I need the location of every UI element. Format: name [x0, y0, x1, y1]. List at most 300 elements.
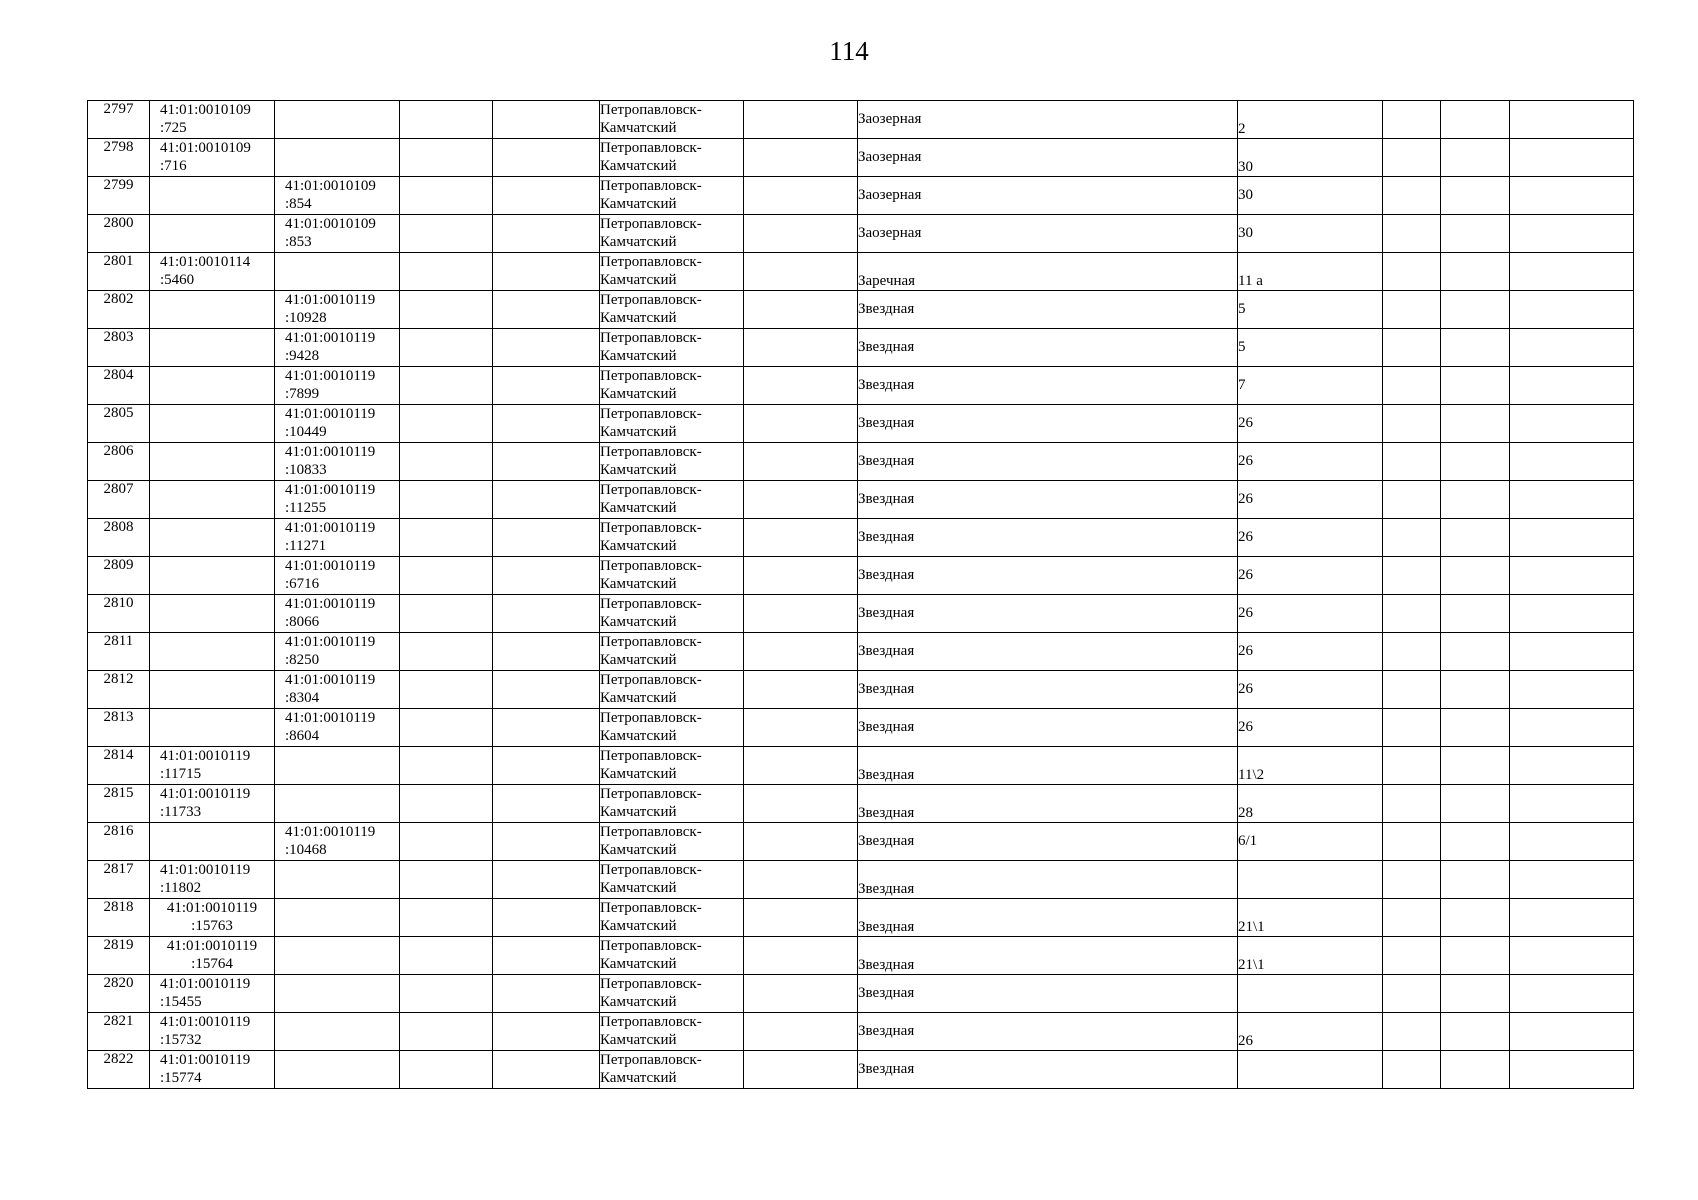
house-number: 7: [1238, 377, 1246, 393]
empty-cell: [493, 1013, 600, 1051]
row-number: 2803: [103, 329, 134, 345]
cadastral-number-cell: [150, 671, 275, 709]
empty-cell: [1383, 101, 1441, 139]
empty-cell: [744, 899, 858, 937]
city-name: Петропавловск-: [600, 862, 702, 878]
building-cadastral-number: :11271: [285, 538, 327, 554]
building-cadastral-number: :8250: [285, 652, 320, 668]
table-row: [88, 861, 1634, 899]
empty-cell: [1383, 329, 1441, 367]
city-cell: [600, 1051, 744, 1089]
house-number-cell: [1238, 177, 1383, 215]
empty-cell: [1383, 481, 1441, 519]
empty-cell: [1441, 443, 1510, 481]
row-number-cell: [88, 823, 150, 861]
city-name: Петропавловск-: [600, 330, 702, 346]
cadastral-number: 41:01:0010119: [160, 748, 251, 764]
city-name: Петропавловск-: [600, 444, 702, 460]
empty-cell: [744, 215, 858, 253]
street-cell: [858, 139, 1238, 177]
empty-cell: [744, 1013, 858, 1051]
row-number: 2813: [103, 709, 134, 725]
house-number: 11 а: [1238, 273, 1263, 289]
empty-cell: [493, 595, 600, 633]
street-name: Звездная: [858, 453, 915, 469]
empty-cell: [400, 975, 493, 1013]
row-number: 2820: [103, 975, 134, 991]
empty-cell: [1383, 899, 1441, 937]
empty-cell: [1510, 975, 1634, 1013]
city-cell: [600, 747, 744, 785]
city-cell: [600, 367, 744, 405]
building-cadastral-number: 41:01:0010119: [285, 330, 376, 346]
empty-cell: [493, 139, 600, 177]
city-name: Петропавловск-: [600, 710, 702, 726]
city-cell: [600, 101, 744, 139]
empty-cell: [744, 595, 858, 633]
table-row: [88, 671, 1634, 709]
building-cadastral-number-cell: [275, 139, 400, 177]
table-row: [88, 633, 1634, 671]
city-cell: [600, 1013, 744, 1051]
empty-cell: [1510, 253, 1634, 291]
row-number: 2815: [103, 785, 134, 801]
empty-cell: [493, 747, 600, 785]
street-cell: [858, 1013, 1238, 1051]
empty-cell: [1441, 291, 1510, 329]
empty-cell: [744, 405, 858, 443]
row-number: 2816: [103, 823, 134, 839]
city-cell: [600, 405, 744, 443]
street-name: Звездная: [858, 833, 915, 849]
row-number: 2822: [103, 1051, 134, 1067]
table-row: [88, 899, 1634, 937]
empty-cell: [1383, 215, 1441, 253]
building-cadastral-number-cell: [275, 747, 400, 785]
empty-cell: [1441, 481, 1510, 519]
house-number: 5: [1238, 301, 1246, 317]
building-cadastral-number-cell: [275, 899, 400, 937]
building-cadastral-number-cell: [275, 709, 400, 747]
empty-cell: [744, 633, 858, 671]
cadastral-number-cell: [150, 443, 275, 481]
empty-cell: [493, 177, 600, 215]
empty-cell: [1510, 861, 1634, 899]
empty-cell: [400, 101, 493, 139]
empty-cell: [1510, 291, 1634, 329]
street-name: Звездная: [858, 567, 915, 583]
building-cadastral-number: :6716: [285, 576, 320, 592]
house-number-cell: [1238, 1051, 1383, 1089]
building-cadastral-number-cell: [275, 937, 400, 975]
building-cadastral-number: :11255: [285, 500, 327, 516]
city-name: Петропавловск-: [600, 900, 702, 916]
city-cell: [600, 633, 744, 671]
row-number-cell: [88, 481, 150, 519]
house-number-cell: [1238, 557, 1383, 595]
empty-cell: [1383, 823, 1441, 861]
building-cadastral-number: :10468: [285, 842, 327, 858]
empty-cell: [744, 177, 858, 215]
row-number: 2801: [103, 253, 134, 269]
empty-cell: [493, 101, 600, 139]
empty-cell: [1510, 633, 1634, 671]
building-cadastral-number: :854: [285, 196, 312, 212]
street-cell: [858, 709, 1238, 747]
empty-cell: [1510, 671, 1634, 709]
empty-cell: [493, 823, 600, 861]
empty-cell: [744, 557, 858, 595]
house-number: [1238, 975, 1382, 985]
empty-cell: [744, 1051, 858, 1089]
city-name: Камчатский: [600, 956, 677, 972]
city-cell: [600, 519, 744, 557]
house-number: 26: [1238, 605, 1253, 621]
street-cell: [858, 975, 1238, 1013]
table-row: [88, 785, 1634, 823]
cadastral-number: :5460: [160, 272, 195, 288]
row-number: 2819: [103, 937, 134, 953]
empty-cell: [1510, 937, 1634, 975]
street-cell: [858, 861, 1238, 899]
house-number: 26: [1238, 643, 1253, 659]
street-name: Заозерная: [858, 225, 922, 241]
building-cadastral-number-cell: [275, 101, 400, 139]
city-name: Камчатский: [600, 500, 677, 516]
street-cell: [858, 291, 1238, 329]
street-cell: [858, 367, 1238, 405]
empty-cell: [744, 443, 858, 481]
city-cell: [600, 291, 744, 329]
city-name: Камчатский: [600, 918, 677, 934]
house-number: 21\1: [1238, 919, 1265, 935]
empty-cell: [1383, 671, 1441, 709]
cadastral-number: 41:01:0010119: [160, 1052, 251, 1068]
empty-cell: [1383, 1013, 1441, 1051]
row-number-cell: [88, 253, 150, 291]
house-number: 11\2: [1238, 767, 1265, 783]
empty-cell: [493, 975, 600, 1013]
city-name: Петропавловск-: [600, 406, 702, 422]
empty-cell: [400, 747, 493, 785]
house-number: 26: [1238, 681, 1253, 697]
city-name: Камчатский: [600, 1032, 677, 1048]
empty-cell: [744, 253, 858, 291]
empty-cell: [1441, 557, 1510, 595]
building-cadastral-number-cell: [275, 975, 400, 1013]
house-number-cell: [1238, 101, 1383, 139]
empty-cell: [1441, 215, 1510, 253]
empty-cell: [1383, 253, 1441, 291]
empty-cell: [400, 709, 493, 747]
city-cell: [600, 785, 744, 823]
street-name: Звездная: [858, 377, 915, 393]
empty-cell: [1383, 937, 1441, 975]
cadastral-number-cell: [150, 899, 275, 937]
empty-cell: [1383, 633, 1441, 671]
building-cadastral-number: :8604: [285, 728, 320, 744]
table-row: [88, 709, 1634, 747]
empty-cell: [1383, 557, 1441, 595]
house-number-cell: [1238, 975, 1383, 1013]
street-cell: [858, 823, 1238, 861]
building-cadastral-number: :9428: [285, 348, 320, 364]
house-number: [1238, 1051, 1382, 1061]
empty-cell: [1510, 329, 1634, 367]
row-number-cell: [88, 405, 150, 443]
empty-cell: [1510, 747, 1634, 785]
city-name: Камчатский: [600, 538, 677, 554]
building-cadastral-number: 41:01:0010119: [285, 558, 376, 574]
cadastral-number-cell: [150, 709, 275, 747]
row-number: 2811: [103, 633, 134, 649]
empty-cell: [493, 443, 600, 481]
city-name: Камчатский: [600, 652, 677, 668]
row-number-cell: [88, 291, 150, 329]
street-name: Звездная: [858, 881, 915, 897]
cadastral-number-cell: [150, 405, 275, 443]
building-cadastral-number-cell: [275, 633, 400, 671]
house-number: 30: [1238, 159, 1253, 175]
empty-cell: [400, 861, 493, 899]
building-cadastral-number: :7899: [285, 386, 320, 402]
city-name: Петропавловск-: [600, 178, 702, 194]
cadastral-number: :15764: [191, 956, 233, 972]
empty-cell: [400, 899, 493, 937]
house-number: 26: [1238, 1033, 1253, 1049]
row-number-cell: [88, 861, 150, 899]
city-cell: [600, 177, 744, 215]
city-name: Камчатский: [600, 348, 677, 364]
cadastral-number: :725: [160, 120, 187, 136]
house-number: 2: [1238, 121, 1246, 137]
street-name: Звездная: [858, 529, 915, 545]
empty-cell: [1510, 595, 1634, 633]
house-number-cell: [1238, 291, 1383, 329]
empty-cell: [1383, 1051, 1441, 1089]
empty-cell: [1383, 519, 1441, 557]
empty-cell: [1383, 747, 1441, 785]
street-cell: [858, 747, 1238, 785]
building-cadastral-number: :853: [285, 234, 312, 250]
cadastral-number: :11715: [160, 766, 202, 782]
street-name: Звездная: [858, 1023, 915, 1039]
city-cell: [600, 329, 744, 367]
building-cadastral-number-cell: [275, 557, 400, 595]
row-number-cell: [88, 1051, 150, 1089]
house-number-cell: [1238, 481, 1383, 519]
empty-cell: [400, 595, 493, 633]
empty-cell: [493, 671, 600, 709]
building-cadastral-number-cell: [275, 481, 400, 519]
empty-cell: [1383, 861, 1441, 899]
city-name: Камчатский: [600, 728, 677, 744]
building-cadastral-number: 41:01:0010119: [285, 824, 376, 840]
city-name: Петропавловск-: [600, 140, 702, 156]
cadastral-number: 41:01:0010119: [166, 938, 258, 954]
building-cadastral-number: 41:01:0010119: [285, 444, 376, 460]
street-cell: [858, 595, 1238, 633]
empty-cell: [744, 747, 858, 785]
row-number: 2812: [103, 671, 134, 687]
cadastral-number: :11733: [160, 804, 202, 820]
house-number-cell: [1238, 709, 1383, 747]
row-number: 2800: [103, 215, 134, 231]
empty-cell: [493, 899, 600, 937]
building-cadastral-number-cell: [275, 595, 400, 633]
empty-cell: [1383, 443, 1441, 481]
house-number-cell: [1238, 861, 1383, 899]
building-cadastral-number: :10833: [285, 462, 327, 478]
empty-cell: [1441, 595, 1510, 633]
empty-cell: [1510, 367, 1634, 405]
house-number: 30: [1238, 187, 1253, 203]
empty-cell: [493, 329, 600, 367]
cadastral-number: 41:01:0010119: [160, 786, 251, 802]
table-row: [88, 519, 1634, 557]
city-cell: [600, 215, 744, 253]
street-name: Звездная: [858, 719, 915, 735]
street-cell: [858, 177, 1238, 215]
street-cell: [858, 329, 1238, 367]
city-cell: [600, 861, 744, 899]
row-number: 2810: [103, 595, 134, 611]
street-name: Звездная: [858, 415, 915, 431]
building-cadastral-number-cell: [275, 329, 400, 367]
house-number-cell: [1238, 253, 1383, 291]
table-row: [88, 823, 1634, 861]
empty-cell: [1510, 139, 1634, 177]
empty-cell: [1510, 557, 1634, 595]
empty-cell: [1441, 899, 1510, 937]
empty-cell: [493, 937, 600, 975]
row-number-cell: [88, 709, 150, 747]
city-name: Петропавловск-: [600, 558, 702, 574]
building-cadastral-number: 41:01:0010119: [285, 596, 376, 612]
city-name: Камчатский: [600, 158, 677, 174]
empty-cell: [400, 671, 493, 709]
cadastral-number: 41:01:0010119: [160, 976, 251, 992]
building-cadastral-number-cell: [275, 1051, 400, 1089]
empty-cell: [400, 367, 493, 405]
empty-cell: [493, 861, 600, 899]
city-cell: [600, 253, 744, 291]
row-number-cell: [88, 101, 150, 139]
street-cell: [858, 633, 1238, 671]
empty-cell: [400, 785, 493, 823]
building-cadastral-number: 41:01:0010119: [285, 672, 376, 688]
city-name: Камчатский: [600, 424, 677, 440]
empty-cell: [493, 709, 600, 747]
empty-cell: [1441, 367, 1510, 405]
row-number-cell: [88, 671, 150, 709]
empty-cell: [744, 937, 858, 975]
row-number: 2809: [103, 557, 134, 573]
cadastral-number: 41:01:0010109: [160, 102, 251, 118]
empty-cell: [1510, 1013, 1634, 1051]
row-number-cell: [88, 367, 150, 405]
building-cadastral-number-cell: [275, 823, 400, 861]
city-name: Петропавловск-: [600, 596, 702, 612]
house-number-cell: [1238, 747, 1383, 785]
city-name: Камчатский: [600, 842, 677, 858]
street-name: Звездная: [858, 491, 915, 507]
empty-cell: [400, 329, 493, 367]
city-name: Петропавловск-: [600, 482, 702, 498]
empty-cell: [1441, 633, 1510, 671]
building-cadastral-number-cell: [275, 861, 400, 899]
empty-cell: [1441, 101, 1510, 139]
house-number-cell: [1238, 823, 1383, 861]
street-name: Заречная: [858, 273, 916, 289]
house-number: 5: [1238, 339, 1246, 355]
empty-cell: [493, 633, 600, 671]
table-row: [88, 557, 1634, 595]
city-cell: [600, 823, 744, 861]
street-cell: [858, 785, 1238, 823]
row-number-cell: [88, 633, 150, 671]
city-name: Петропавловск-: [600, 368, 702, 384]
empty-cell: [400, 633, 493, 671]
city-name: Камчатский: [600, 462, 677, 478]
empty-cell: [493, 367, 600, 405]
empty-cell: [400, 291, 493, 329]
row-number-cell: [88, 519, 150, 557]
empty-cell: [744, 709, 858, 747]
city-name: Петропавловск-: [600, 292, 702, 308]
empty-cell: [400, 215, 493, 253]
house-number: 21\1: [1238, 957, 1265, 973]
street-cell: [858, 253, 1238, 291]
building-cadastral-number-cell: [275, 671, 400, 709]
city-name: Камчатский: [600, 576, 677, 592]
building-cadastral-number: 41:01:0010109: [285, 216, 376, 232]
empty-cell: [1383, 975, 1441, 1013]
building-cadastral-number: 41:01:0010119: [285, 406, 376, 422]
empty-cell: [1510, 1051, 1634, 1089]
page-number: 114: [829, 36, 869, 66]
row-number-cell: [88, 747, 150, 785]
city-cell: [600, 937, 744, 975]
house-number-cell: [1238, 785, 1383, 823]
row-number: 2806: [103, 443, 134, 459]
empty-cell: [493, 215, 600, 253]
empty-cell: [400, 823, 493, 861]
street-cell: [858, 1051, 1238, 1089]
empty-cell: [1441, 329, 1510, 367]
row-number: 2821: [103, 1013, 134, 1029]
house-number: 26: [1238, 491, 1253, 507]
row-number: 2799: [103, 177, 134, 193]
city-name: Камчатский: [600, 690, 677, 706]
table-row: [88, 1013, 1634, 1051]
street-name: Заозерная: [858, 149, 922, 165]
empty-cell: [493, 785, 600, 823]
cadastral-number-cell: [150, 747, 275, 785]
empty-cell: [744, 823, 858, 861]
empty-cell: [1441, 975, 1510, 1013]
cadastral-number: 41:01:0010119: [160, 1014, 251, 1030]
table-row: [88, 367, 1634, 405]
city-name: Камчатский: [600, 880, 677, 896]
empty-cell: [400, 1013, 493, 1051]
house-number-cell: [1238, 215, 1383, 253]
empty-cell: [1383, 595, 1441, 633]
empty-cell: [1383, 139, 1441, 177]
house-number: 6/1: [1238, 833, 1258, 849]
row-number: 2807: [103, 481, 134, 497]
empty-cell: [400, 1051, 493, 1089]
